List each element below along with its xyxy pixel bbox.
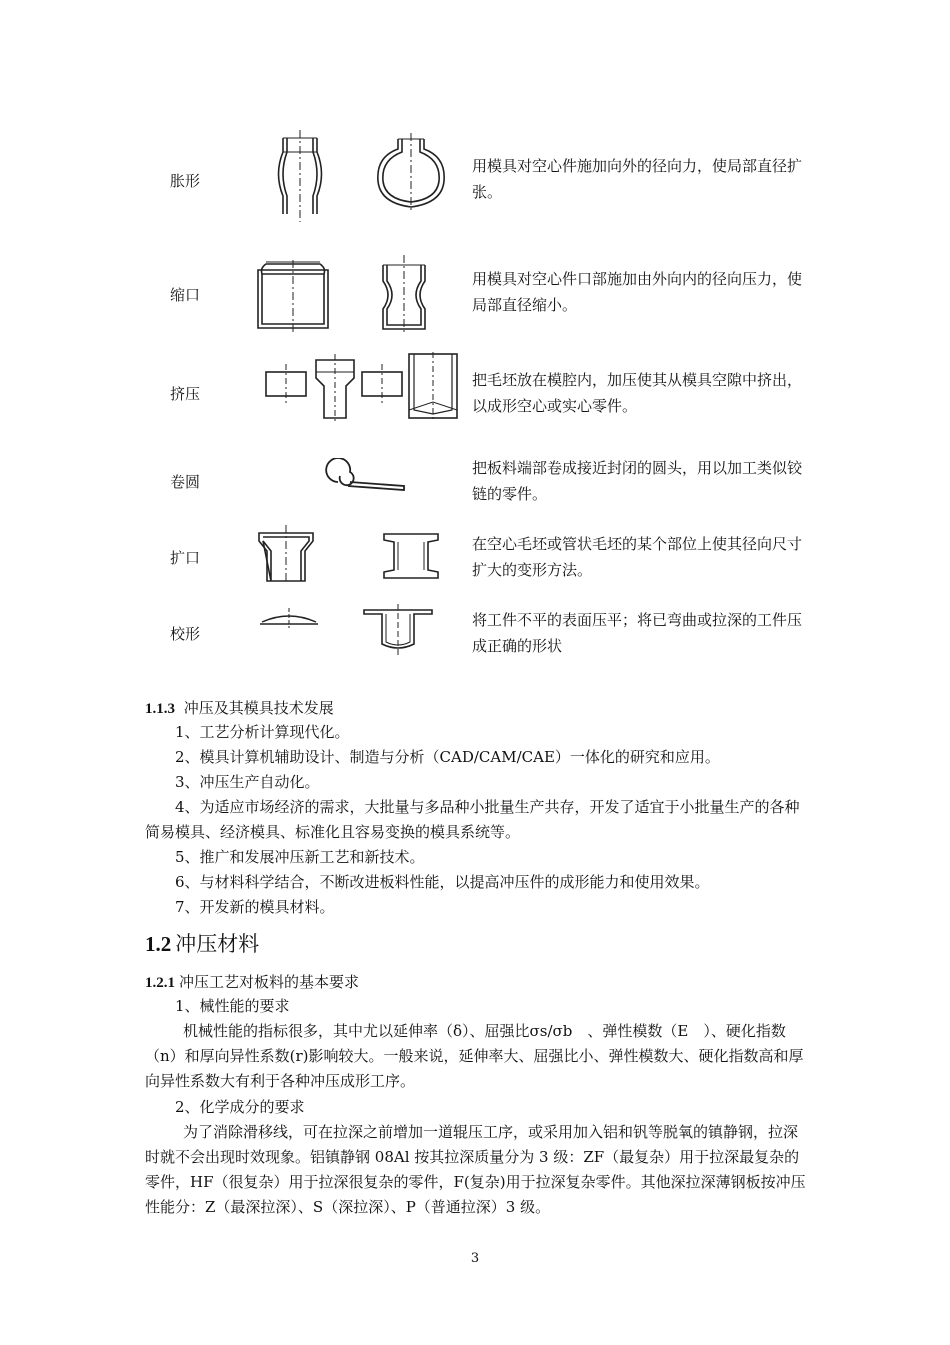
section-113-title: 冲压及其模具技术发展 [183, 699, 334, 717]
curling-figure [318, 458, 410, 498]
necking-figure-result [375, 255, 433, 335]
list-item: 7、开发新的模具材料。 [175, 898, 335, 916]
paragraph-chemical: 为了消除滑移线，可在拉深之前增加一道辊压工序，或采用加入铝和钒等脱氧的镇静钢，拉深时就不会出现时效现象。铝镇静钢 08Al 按其拉深质量分为 3 级：ZF（最复杂）用于拉深最复杂的零件，HF（很复杂）用于拉深很复杂的零件，F(复杂)用于拉深复杂零件。其他深拉深薄钢板按冲压性能分：Z（最深拉深）、S（深拉深）、P（普通拉深）3 级。 [145, 1123, 806, 1216]
section-113-number: 1.1.3 [145, 701, 175, 717]
list-item: 3、冲压生产自动化。 [175, 773, 320, 791]
list-item: 2、模具计算机辅助设计、制造与分析（CAD/CAM/CAE）一体化的研究和应用。 [175, 748, 720, 766]
process-name-bulging: 胀形 [170, 172, 201, 190]
paragraph-mechanical: 机械性能的指标很多，其中尤以延伸率（δ）、屈强比σs/σb 、弹性模数（E ）、硬化指数（n）和厚向异性系数(r)影响较大。一般来说，延伸率大、屈强比小、弹性模数大、硬化指数高和厚向异性系数大有利于各种冲压成形工序。 [145, 1022, 804, 1090]
page-number: 3 [470, 1251, 480, 1266]
section-12-title: 冲压材料 [175, 932, 260, 956]
section-12-heading [145, 928, 259, 958]
sizing-figure-drawn [362, 604, 434, 656]
section-121-number: 1.2.1 [145, 975, 175, 991]
process-desc-flaring: 在空心毛坯或管状毛坯的某个部位上使其径向尺寸扩大的变形方法。 [472, 535, 803, 579]
section-12-number: 1.2 [145, 932, 172, 956]
section-121-heading [145, 971, 359, 992]
process-name-flaring: 扩口 [170, 549, 201, 567]
process-desc-necking: 用模具对空心件口部施加由外向内的径向压力，使局部直径缩小。 [472, 270, 803, 314]
sizing-figure-flat [258, 606, 320, 628]
bulging-figure-result [372, 133, 450, 213]
process-desc-bulging: 用模具对空心件施加向外的径向力，使局部直径扩张。 [472, 157, 803, 201]
flaring-figure-result [380, 530, 442, 582]
process-desc-curling: 把板料端部卷成接近封闭的圆头，用以加工类似铰链的零件。 [472, 459, 803, 503]
process-name-extrusion: 挤压 [170, 385, 201, 403]
section-113-heading [145, 697, 334, 718]
process-name-necking: 缩口 [170, 286, 201, 304]
extrusion-figure [262, 352, 462, 424]
process-desc-sizing: 将工件不平的表面压平；将已弯曲或拉深的工件压成正确的形状 [472, 611, 803, 655]
subheading-chemical: 2、化学成分的要求 [175, 1098, 305, 1116]
process-name-sizing: 校形 [170, 625, 201, 643]
list-item: 5、推广和发展冲压新工艺和新技术。 [175, 848, 425, 866]
process-name-curling: 卷圆 [170, 473, 201, 491]
necking-figure-blank [252, 260, 334, 332]
bulging-figure-blank [270, 130, 330, 222]
list-item: 1、工艺分析计算现代化。 [175, 723, 350, 741]
flaring-figure-blank [255, 525, 317, 583]
process-desc-extrusion: 把毛坯放在模腔内，加压使其从模具空隙中挤出，以成形空心或实心零件。 [472, 371, 803, 415]
section-121-title: 冲压工艺对板料的基本要求 [179, 973, 360, 991]
list-item: 4、为适应市场经济的需求，大批量与多品种小批量生产共存，开发了适宜于小批量生产的各种简易模具、经济模具、标准化且容易变换的模具系统等。 [145, 798, 800, 841]
list-item: 6、与材料科学结合，不断改进板料性能，以提高冲压件的成形能力和使用效果。 [175, 873, 710, 891]
subheading-mechanical: 1、械性能的要求 [175, 997, 290, 1015]
